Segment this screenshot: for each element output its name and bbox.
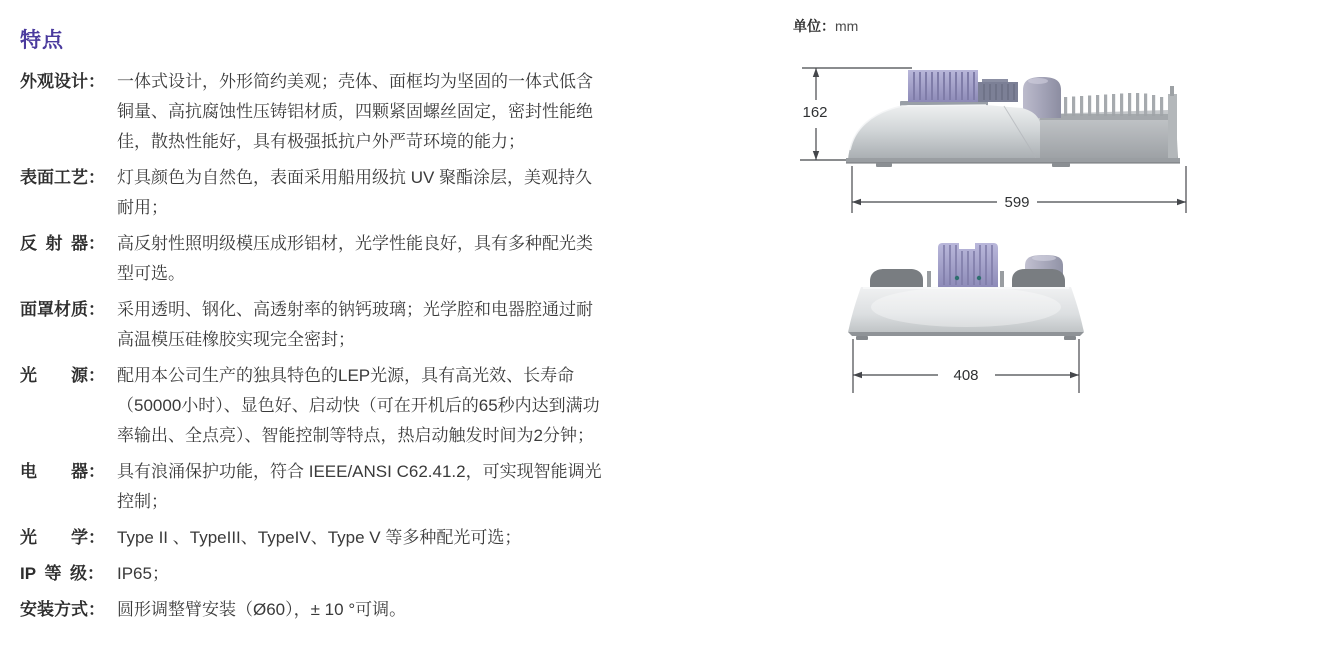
base-line bbox=[846, 162, 1180, 164]
unit-label-prefix: 单位： bbox=[793, 18, 835, 34]
shell-highlight bbox=[871, 287, 1061, 327]
feature-item bbox=[20, 595, 624, 625]
feature-label: IP 等 级： bbox=[20, 564, 105, 583]
feature-item bbox=[20, 163, 624, 223]
feature-content bbox=[117, 523, 521, 553]
unit-label-value: mm bbox=[835, 18, 859, 34]
feature-item bbox=[20, 295, 624, 355]
feature-text-line: 耐用； bbox=[117, 198, 168, 217]
feature-content bbox=[117, 67, 593, 157]
feature-content bbox=[117, 229, 593, 289]
feature-label: 光 源： bbox=[20, 366, 105, 385]
feature-text-line: 具有浪涌保护功能，符合 IEEE/ANSI C62.41.2，可实现智能调光 bbox=[117, 462, 602, 481]
heatsink-dot bbox=[955, 276, 959, 280]
feature-label: 外观设计： bbox=[20, 72, 105, 91]
left-shoulder bbox=[870, 269, 923, 287]
photocell-highlight bbox=[1032, 255, 1056, 261]
feature-text-line: IP65； bbox=[117, 564, 169, 583]
unit-label bbox=[793, 16, 858, 36]
base-foot bbox=[1052, 163, 1070, 167]
feature-content bbox=[117, 457, 602, 517]
base-foot bbox=[876, 163, 892, 167]
side-height-dim-text: 162 bbox=[802, 104, 828, 121]
feature-item bbox=[20, 229, 624, 289]
page-title: 特点 bbox=[20, 29, 64, 52]
heatsink-dot bbox=[977, 276, 981, 280]
front-width-dimension bbox=[853, 339, 1079, 393]
feature-label: 面罩材质： bbox=[20, 300, 105, 319]
feature-text-line: 灯具颜色为自然色，表面采用船用级抗 UV 聚酯涂层，美观持久 bbox=[117, 168, 593, 187]
feature-text-line: Type II 、TypeIII、TypeIV、Type V 等多种配光可选； bbox=[117, 528, 522, 547]
rear-fins bbox=[1048, 93, 1163, 116]
side-length-dim-text: 599 bbox=[1004, 194, 1030, 211]
front-shell bbox=[848, 105, 1040, 160]
feature-label: 光 学： bbox=[20, 528, 105, 547]
right-shoulder bbox=[1012, 269, 1065, 287]
feature-label: 反 射 器： bbox=[20, 234, 105, 253]
feature-content bbox=[117, 163, 592, 223]
base-foot bbox=[856, 336, 868, 340]
feature-item bbox=[20, 67, 624, 157]
feature-text-line: 采用透明、钢化、高透射率的钠钙玻璃；光学腔和电器腔通过耐 bbox=[117, 300, 593, 319]
feature-text-line: 高温模压硅橡胶实现完全密封； bbox=[117, 330, 355, 349]
feature-content bbox=[117, 595, 406, 625]
feature-text-line: 高反射性照明级模压成形铝材，光学性能良好，具有多种配光类 bbox=[117, 234, 593, 253]
front-width-dim-text: 408 bbox=[953, 367, 979, 384]
feature-label: 安装方式： bbox=[20, 600, 105, 619]
feature-text-line: 一体式设计，外形简约美观；壳体、面框均为坚固的一体式低含 bbox=[117, 72, 593, 91]
photocell-highlight bbox=[1028, 78, 1048, 84]
feature-item bbox=[20, 523, 624, 553]
feature-text-line: 配用本公司生产的独具特色的LEP光源，具有高光效、长寿命 bbox=[117, 366, 575, 385]
rear-end-cap bbox=[1168, 94, 1177, 160]
base-foot bbox=[1064, 336, 1076, 340]
base-flange bbox=[848, 332, 1084, 336]
feature-text-line: 控制； bbox=[117, 492, 168, 511]
feature-text-line: 型可选。 bbox=[117, 264, 185, 283]
feature-label: 电 器： bbox=[20, 462, 105, 481]
rear-post bbox=[1170, 86, 1174, 96]
feature-text-line: 佳，散热性能好，具有极强抵抗户外严苛环境的能力； bbox=[117, 132, 525, 151]
feature-text-line: 铜量、高抗腐蚀性压铸铝材质，四颗紧固螺丝固定，密封性能绝 bbox=[117, 102, 593, 121]
feature-item bbox=[20, 361, 624, 451]
feature-label: 表面工艺： bbox=[20, 168, 105, 187]
side-length-dimension bbox=[852, 166, 1186, 213]
feature-item bbox=[20, 559, 624, 589]
lamp-side-illustration bbox=[846, 70, 1180, 167]
feature-text-line: 率输出、全点亮）、智能控制等特点，热启动触发时间为2分钟； bbox=[117, 426, 594, 445]
front-view-drawing bbox=[840, 235, 1095, 405]
feature-content bbox=[117, 295, 593, 355]
feature-content bbox=[117, 361, 600, 451]
mount-post bbox=[927, 271, 931, 287]
feature-text-line: （50000小时）、显色好、启动快（可在开机后的65秒内达到满功 bbox=[117, 396, 600, 415]
feature-content bbox=[117, 559, 169, 589]
mount-post bbox=[1000, 271, 1004, 287]
feature-item bbox=[20, 457, 624, 517]
lamp-front-illustration bbox=[848, 243, 1084, 340]
side-view-drawing bbox=[790, 50, 1205, 220]
features-panel bbox=[20, 24, 624, 631]
feature-text-line: 圆形调整臂安装（Ø60），± 10 °可调。 bbox=[117, 600, 407, 619]
